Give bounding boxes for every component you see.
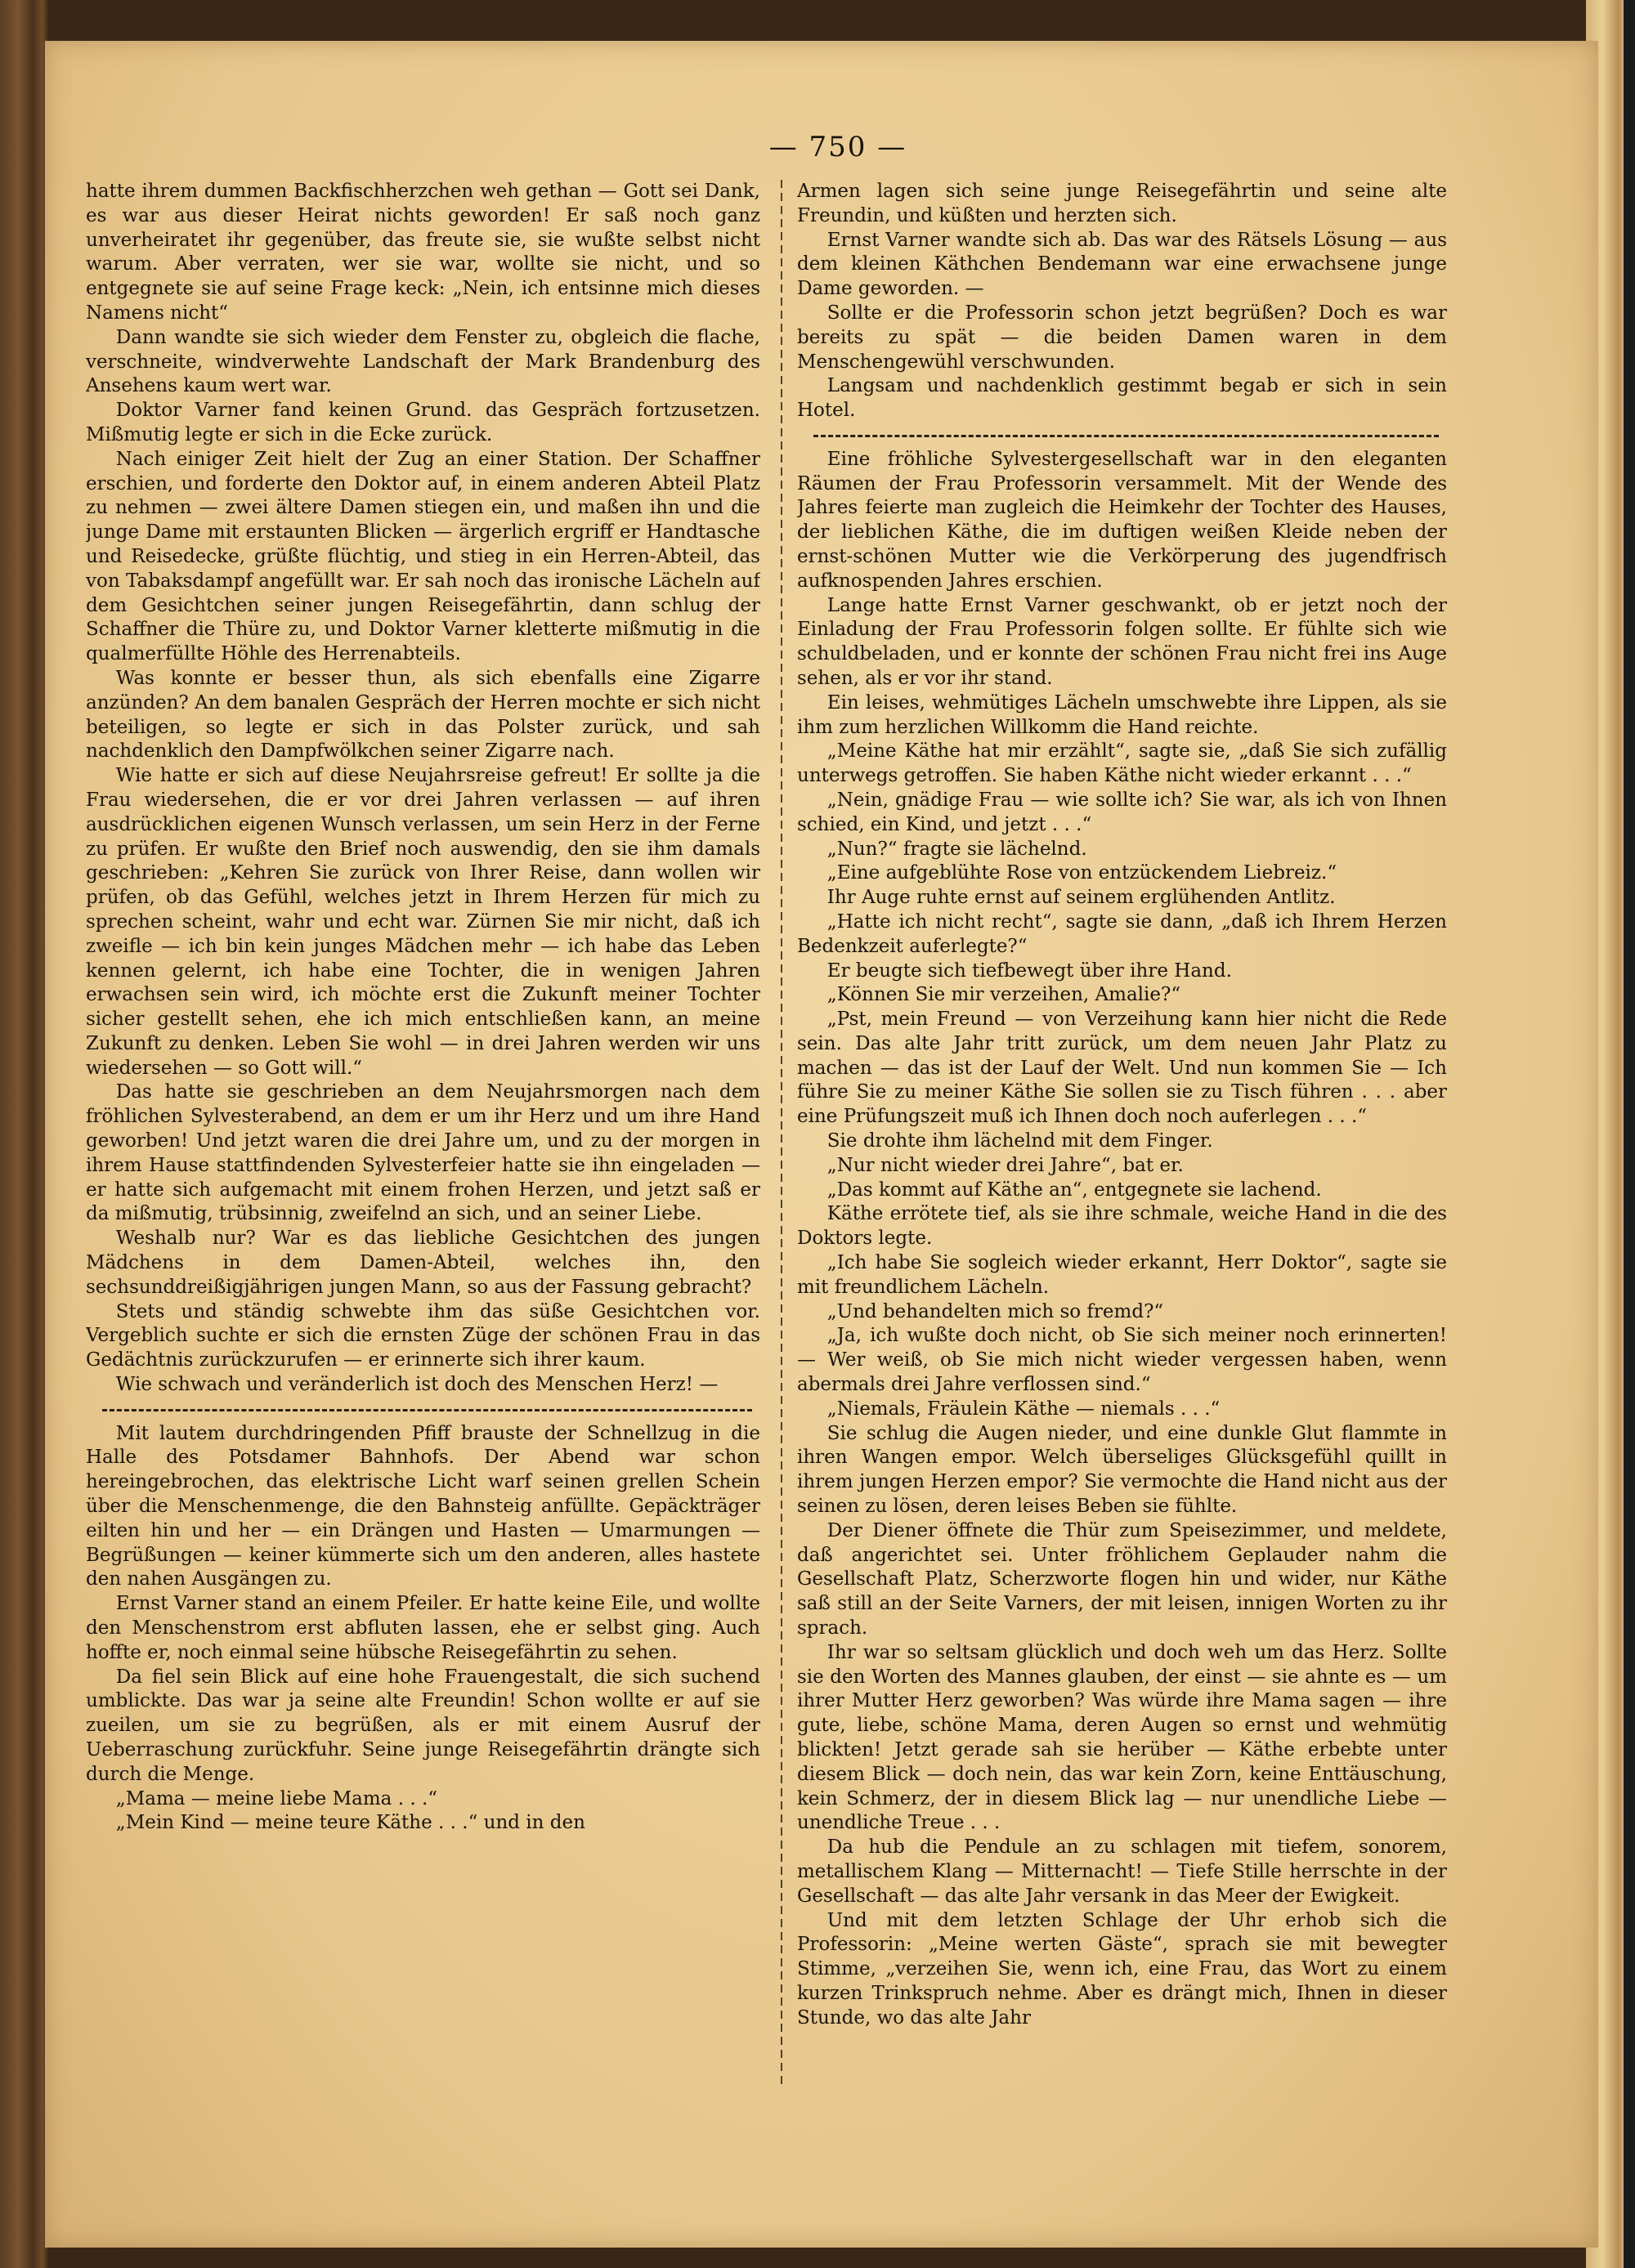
paragraph: Mit lautem durchdringenden Pfiff brauste der Schnellzug in die Halle des Potsdamer Bahnhofs. Der Abend war schon hereingebrochen, das elektrische Licht warf seinen grellen Schein über die Menschenmenge, die den Bahnsteig anfüllte. Gepäckträger eilten hin und her — ein Drängen und Hasten — Umarmungen — Begrüßungen — keiner kümmerte sich um den anderen, alles hastete den nahen Ausgängen zu. [86,1422,760,1590]
paragraph: „Meine Käthe hat mir erzählt“, sagte sie, „daß Sie sich zufällig unterwegs getroffen. Sie haben Käthe nicht wieder erkannt . . .“ [797,740,1447,787]
column-divider [781,180,782,2084]
paragraph: „Nein, gnädige Frau — wie sollte ich? Sie war, als ich von Ihnen schied, ein Kind, und jetzt . . .“ [797,789,1447,835]
paragraph: Sollte er die Professorin schon jetzt begrüßen? Doch es war bereits zu spät — die beiden Damen waren in dem Menschengewühl verschwunden. [797,302,1447,373]
paragraph: Ihr war so seltsam glücklich und doch weh um das Herz. Sollte sie den Worten des Mannes glauben, der einst — sie ahnte es — um ihrer Mutter Herz geworben? Was würde ihre Mama sagen — ihre gute, liebe, schöne Mama, deren Augen so ernst und wehmütig blickten! Jetzt gerade sah sie herüber — Käthe erbebte unter diesem Blick — doch nein, das war kein Zorn, keine Enttäuschung, kein Schmerz, der in diesem Blick lag — nur unendliche Liebe — unendliche Treue . . . [797,1641,1447,1834]
paragraph: „Und behandelten mich so fremd?“ [826,1300,1164,1322]
left-column [86,180,760,2109]
paragraph: Langsam und nachdenklich gestimmt begab er sich in sein Hotel. [797,375,1447,422]
paragraph: „Können Sie mir verzeihen, Amalie?“ [826,984,1181,1006]
paragraph: „Eine aufgeblühte Rose von entzückendem Liebreiz.“ [826,862,1337,884]
paragraph: Da fiel sein Blick auf eine hohe Frauengestalt, die sich suchend umblickte. Das war ja seine alte Freundin! Schon wollte er auf sie zueilen, um sie zu begrüßen, als er mit einem Ausruf der Ueberraschung zurückfuhr. Seine junge Reisegefährtin drängte sich durch die Menge. [86,1666,760,1785]
paragraph: Der Diener öffnete die Thür zum Speisezimmer, und meldete, daß angerichtet sei. Unter fröhlichem Geplauder nahm die Gesellschaft Platz, Scherzworte flogen hin und wider, nur Käthe saß still an der Seite Varners, der mit leisen, innigen Worten zu ihr sprach. [797,1519,1447,1639]
paragraph: Wie schwach und veränderlich ist doch des Menschen Herz! — [115,1374,719,1396]
paragraph: „Das kommt auf Käthe an“, entgegnete sie lachend. [826,1179,1322,1201]
paragraph: Ernst Varner wandte sich ab. Das war des Rätsels Lösung — aus dem kleinen Käthchen Bendemann war eine erwachsene junge Dame geworden. — [797,229,1447,300]
scan-border [1624,0,1635,2268]
paragraph: „Mama — meine liebe Mama . . .“ [115,1787,438,1809]
paragraph: Ernst Varner stand an einem Pfeiler. Er hatte keine Eile, und wollte den Menschenstrom erst abfluten lassen, ehe er selbst ging. Auch hoffte er, noch einmal seine hübsche Reisegefährtin zu sehen. [86,1593,760,1663]
paragraph: Armen lagen sich seine junge Reisegefährtin und seine alte Freundin, und küßten und herzten sich. [797,181,1447,226]
paragraph: Das hatte sie geschrieben an dem Neujahrsmorgen nach dem fröhlichen Sylvesterabend, an dem er um ihr Herz und um ihre Hand geworben! Und jetzt waren die drei Jahre um, und zu der morgen in ihrem Hause stattfindenden Sylvesterfeier hatte sie ihn eingeladen — er hatte sich aufgemacht mit einem frohen Herzen, und jetzt saß er da mißmutig, trübsinnig, zweifelnd an sich, und an seiner Liebe. [86,1081,760,1225]
paragraph: Ein leises, wehmütiges Lächeln umschwebte ihre Lippen, als sie ihm zum herzlichen Willkomm die Hand reichte. [797,691,1447,738]
paragraph: Stets und ständig schwebte ihm das süße Gesichtchen vor. Vergeblich suchte er sich die ernsten Züge der schönen Frau in das Gedächtnis zurückzurufen — er erinnerte sich ihrer kaum. [86,1300,760,1371]
paragraph: Sie drohte ihm lächelnd mit dem Finger. [826,1130,1213,1152]
page-number: — 750 — [768,131,907,163]
paragraph: Er beugte sich tiefbewegt über ihre Hand. [826,960,1232,982]
paragraph: Lange hatte Ernst Varner geschwankt, ob er jetzt noch der Einladung der Frau Professorin folgen sollte. Er fühlte sich wie schuldbeladen, und er konnte der schönen Frau nicht frei ins Auge sehen, als er vor ihr stand. [797,594,1447,689]
paragraph: Ihr Auge ruhte ernst auf seinem erglühenden Antlitz. [826,887,1336,909]
paragraph: „Pst, mein Freund — von Verzeihung kann hier nicht die Rede sein. Das alte Jahr tritt zurück, um dem neuen Jahr Platz zu machen — das ist der Lauf der Welt. Und nun kommen Sie — Ich führe Sie zu meiner Käthe Sie sollen sie zu Tisch führen . . . aber eine Prüfungszeit muß ich Ihnen doch noch auferlegen . . .“ [797,1009,1447,1128]
paragraph: „Hatte ich nicht recht“, sagte sie dann, „daß ich Ihrem Herzen Bedenkzeit auferlegte?“ [797,910,1447,957]
section-break-rule [797,423,1447,448]
paragraph: „Niemals, Fräulein Käthe — niemals . . .“ [826,1398,1221,1420]
section-break-rule [86,1398,760,1422]
right-column [797,180,1447,2109]
paragraph: „Mein Kind — meine teure Käthe . . .“ und in den [115,1812,585,1834]
paragraph: Was konnte er besser thun, als sich ebenfalls eine Zigarre anzünden? An dem banalen Gespräch der Herren mochte er sich nicht beteiligen, so legte er sich in das Polster zurück, und sah nachdenklich den Dampfwölkchen seiner Zigarre nach. [86,667,760,763]
paragraph: hatte ihrem dummen Backfischherzchen weh gethan — Gott sei Dank, es war aus dieser Heirat nichts geworden! Er saß noch ganz unverheiratet ihr gegenüber, das freute sie, sie wußte selbst nicht warum. Aber verraten, wer sie war, wollte sie nicht, und so entgegnete sie auf seine Frage keck: „Nein, ich entsinne mich dieses Namens nicht“ [86,181,760,324]
paragraph: Dann wandte sie sich wieder dem Fenster zu, obgleich die flache, verschneite, windverwehte Landschaft der Mark Brandenburg des Ansehens kaum wert war. [86,326,760,397]
paragraph: Doktor Varner fand keinen Grund. das Gespräch fortzusetzen. Mißmutig legte er sich in die Ecke zurück. [86,400,760,445]
paragraph: Und mit dem letzten Schlage der Uhr erhob sich die Professorin: „Meine werten Gäste“, sprach sie mit bewegter Stimme, „verzeihen Sie, wenn ich, eine Frau, das Wort zu einem kurzen Trinkspruch nehme. Aber es drängt mich, Ihnen in dieser Stunde, wo das alte Jahr [797,1909,1447,2029]
paragraph: „Nun?“ fragte sie lächelnd. [826,838,1087,860]
paragraph: „Ja, ich wußte doch nicht, ob Sie sich meiner noch erinnerten! — Wer weiß, ob Sie mich nicht wieder vergessen haben, wenn abermals drei Jahre verflossen sind.“ [797,1325,1447,1396]
paragraph: „Ich habe Sie sogleich wieder erkannt, Herr Doktor“, sagte sie mit freundlichem Lächeln. [797,1252,1447,1298]
paragraph: Da hub die Pendule an zu schlagen mit tiefem, sonorem, metallischem Klang — Mitternacht! — Tiefe Stille herrschte in der Gesellschaft — das alte Jahr versank in das Meer der Ewigkeit. [797,1836,1447,1907]
paragraph: „Nur nicht wieder drei Jahre“, bat er. [826,1154,1184,1176]
paragraph: Käthe errötete tief, als sie ihre schmale, weiche Hand in die des Doktors legte. [797,1203,1447,1250]
paragraph: Weshalb nur? War es das liebliche Gesichtchen des jungen Mädchens in dem Damen-Abteil, welches ihn, den sechsunddreißigjährigen jungen Mann, so aus der Fassung gebracht? [86,1228,760,1298]
paragraph: Eine fröhliche Sylvestergesellschaft war in den eleganten Räumen der Frau Professorin versammelt. Mit der Wende des Jahres feierte man zugleich die Heimkehr der Tochter des Hauses, der lieblichen Käthe, die im duftigen weißen Kleide neben der ernst-schönen Mutter wie die Verkörperung des jugendfrisch aufknospenden Jahres erschien. [797,448,1447,592]
paragraph: Wie hatte er sich auf diese Neujahrsreise gefreut! Er sollte ja die Frau wiedersehen, die er vor drei Jahren verlassen — auf ihren ausdrücklichen eigenen Wunsch verlassen, um sein Herz in der Ferne zu prüfen. Er wußte den Brief noch auswendig, den sie ihm damals geschrieben: „Kehren Sie zurück von Ihrer Reise, dann wollen wir prüfen, ob das Gefühl, welches jetzt in Ihrem Herzen für mich zu sprechen scheint, wahr und echt war. Zürnen Sie mir nicht, daß ich zweifle — ich bin kein junges Mädchen mehr — ich habe das Leben kennen gelernt, ich habe eine Tochter, die in wenigen Jahren erwachsen sein wird, ich möchte erst die Zukunft meiner Tochter sicher gestellt sehen, ehe ich mich entschließen kann, an meine Zukunft zu denken. Leben Sie wohl — in drei Jahren werden wir uns wiedersehen — so Gott will.“ [86,765,760,1079]
paragraph: Sie schlug die Augen nieder, und eine dunkle Glut flammte in ihren Wangen empor. Welch überseliges Glücksgefühl quillt in ihrem jungen Herzen empor? Sie vermochte die Hand nicht aus der seinen zu lösen, deren leises Beben sie fühlte. [797,1422,1447,1518]
paragraph: Nach einiger Zeit hielt der Zug an einer Station. Der Schaffner erschien, und forderte den Doktor auf, in einem anderen Abteil Platz zu nehmen — zwei ältere Damen stiegen ein, und maßen ihn und die junge Dame mit erstaunten Blicken — ärgerlich ergriff er Handtasche und Reisedecke, grüßte flüchtig, und stieg in ein Herren-Abteil, das von Tabaksdampf angefüllt war. Er sah noch das ironische Lächeln auf dem Gesichtchen seiner jungen Reisegefährtin, dann schlug der Schaffner die Thüre zu, und Doktor Varner kletterte mißmutig in die qualmerfüllte Höhle des Herrenabteils. [86,448,760,665]
